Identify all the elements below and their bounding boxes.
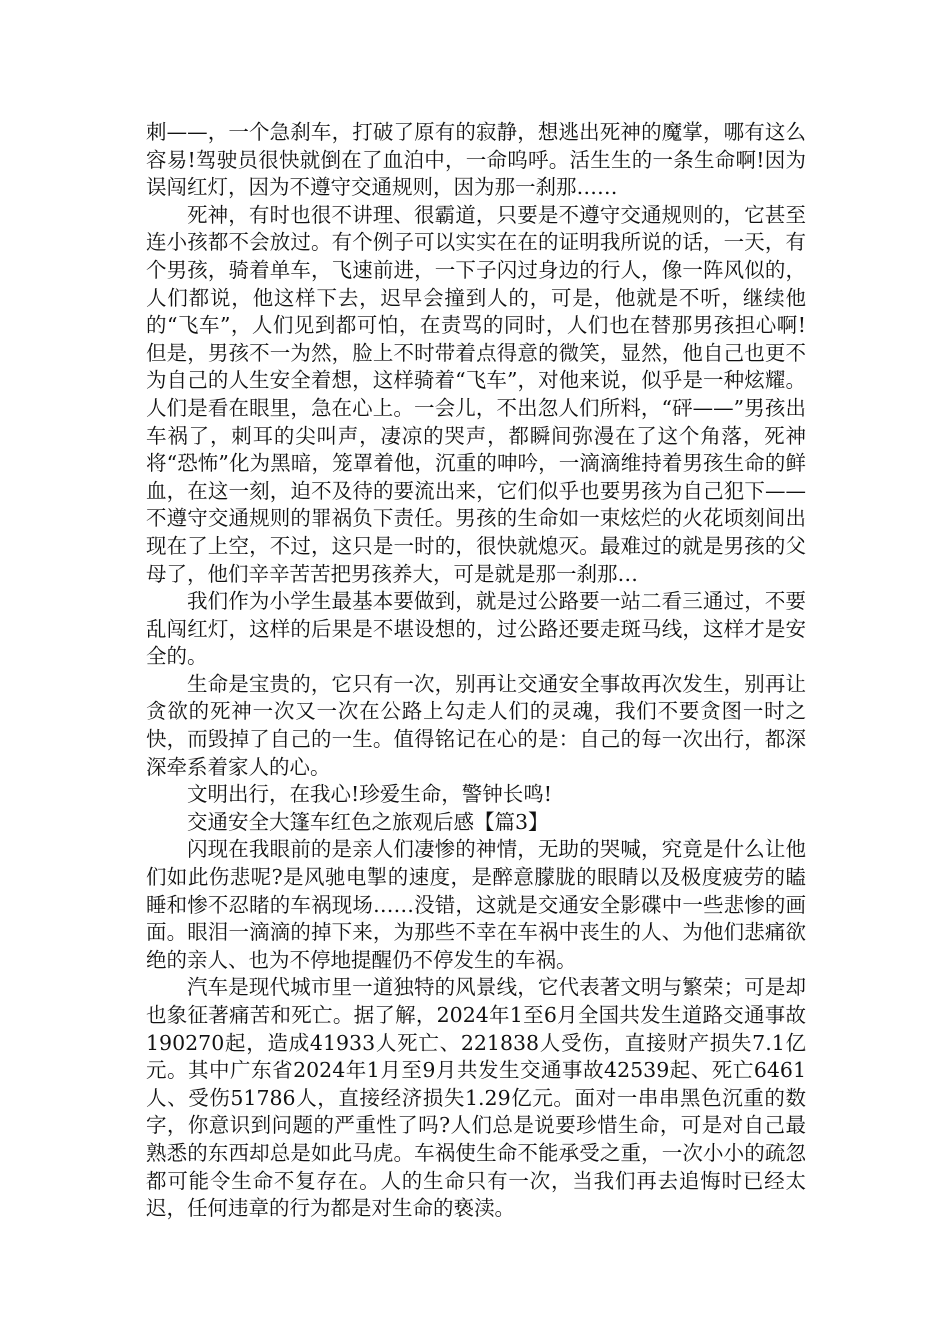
- paragraph: 生命是宝贵的，它只有一次，别再让交通安全事故再次发生，别再让贪欲的死神一次又一次在公路上勾走人们的灵魂，我们不要贪图一时之快，而毁掉了自己的一生。值得铭记在心的是：自己的每一次出行，都深深牵系着家人的心。: [146, 671, 806, 779]
- paragraph: 文明出行，在我心!珍爱生命，警钟长鸣!: [187, 782, 552, 807]
- paragraph: 我们作为小学生最基本要做到，就是过公路要一站二看三通过，不要乱闯红灯，这样的后果是不堪设想的，过公路还要走斑马线，这样才是安全的。: [146, 589, 806, 669]
- paragraph: 闪现在我眼前的是亲人们凄惨的神情，无助的哭喊，究竟是什么让他们如此伤悲呢?是风驰电掣的速度，是醉意朦胧的眼睛以及极度疲劳的瞌睡和惨不忍睹的车祸现场……没错，这就是交通安全影碟中一些悲惨的画面。眼泪一滴滴的掉下来，为那些不幸在车祸中丧生的人、为他们悲痛欲绝的亲人、也为不停地提醒仍不停发生的车祸。: [146, 837, 806, 972]
- document-body: [146, 119, 806, 1223]
- paragraph: 汽车是现代城市里一道独特的风景线，它代表著文明与繁荣；可是却也象征著痛苦和死亡。据了解，2024年1至6月全国共发生道路交通事故190270起，造成41933人死亡、221838人受伤，直接财产损失7.1亿元。其中广东省2024年1月至9月共发生交通事故42539起、死亡6461人、受伤51786人，直接经济损失1.29亿元。面对一串串黑色沉重的数字，你意识到问题的严重性了吗?人们总是说要珍惜生命，可是对自己最熟悉的东西却总是如此马虎。车祸使生命不能承受之重，一次小小的疏忽都可能令生命不复存在。人的生命只有一次，当我们再去追悔时已经太迟，任何违章的行为都是对生命的亵渎。: [146, 975, 806, 1221]
- paragraph: 刺——，一个急刹车，打破了原有的寂静，想逃出死神的魔掌，哪有这么容易!驾驶员很快就倒在了血泊中，一命呜呼。活生生的一条生命啊!因为误闯红灯，因为不遵守交通规则，因为那一刹那……: [146, 120, 806, 200]
- paragraph: 死神，有时也很不讲理、很霸道，只要是不遵守交通规则的，它甚至连小孩都不会放过。有个例子可以实实在在的证明我所说的话，一天，有个男孩，骑着单车，飞速前进，一下子闪过身边的行人，像一阵风似的，人们都说，他这样下去，迟早会撞到人的，可是，他就是不听，继续他的“飞车”，人们见到都可怕，在责骂的同时，人们也在替那男孩担心啊!但是，男孩不一为然，脸上不时带着点得意的微笑，显然，他自己也更不为自己的人生安全着想，这样骑着“飞车”，对他来说，似乎是一种炫耀。人们是看在眼里，急在心上。一会儿，不出忽人们所料，“砰——”男孩出车祸了，刺耳的尖叫声，凄凉的哭声，都瞬间弥漫在了这个角落，死神将“恐怖”化为黑暗，笼罩着他，沉重的呻吟，一滴滴维持着男孩生命的鲜血，在这一刻，迫不及待的要流出来，它们似乎也要男孩为自己犯下——不遵守交通规则的罪祸负下责任。男孩的生命如一束炫烂的火花顷刻间出现在了上空，不过，这只是一时的，很快就熄灭。最难过的就是男孩的父母了，他们辛辛苦苦把男孩养大，可是就是那一刹那…: [146, 202, 806, 586]
- section-heading: 交通安全大篷车红色之旅观后感【篇3】: [187, 809, 549, 834]
